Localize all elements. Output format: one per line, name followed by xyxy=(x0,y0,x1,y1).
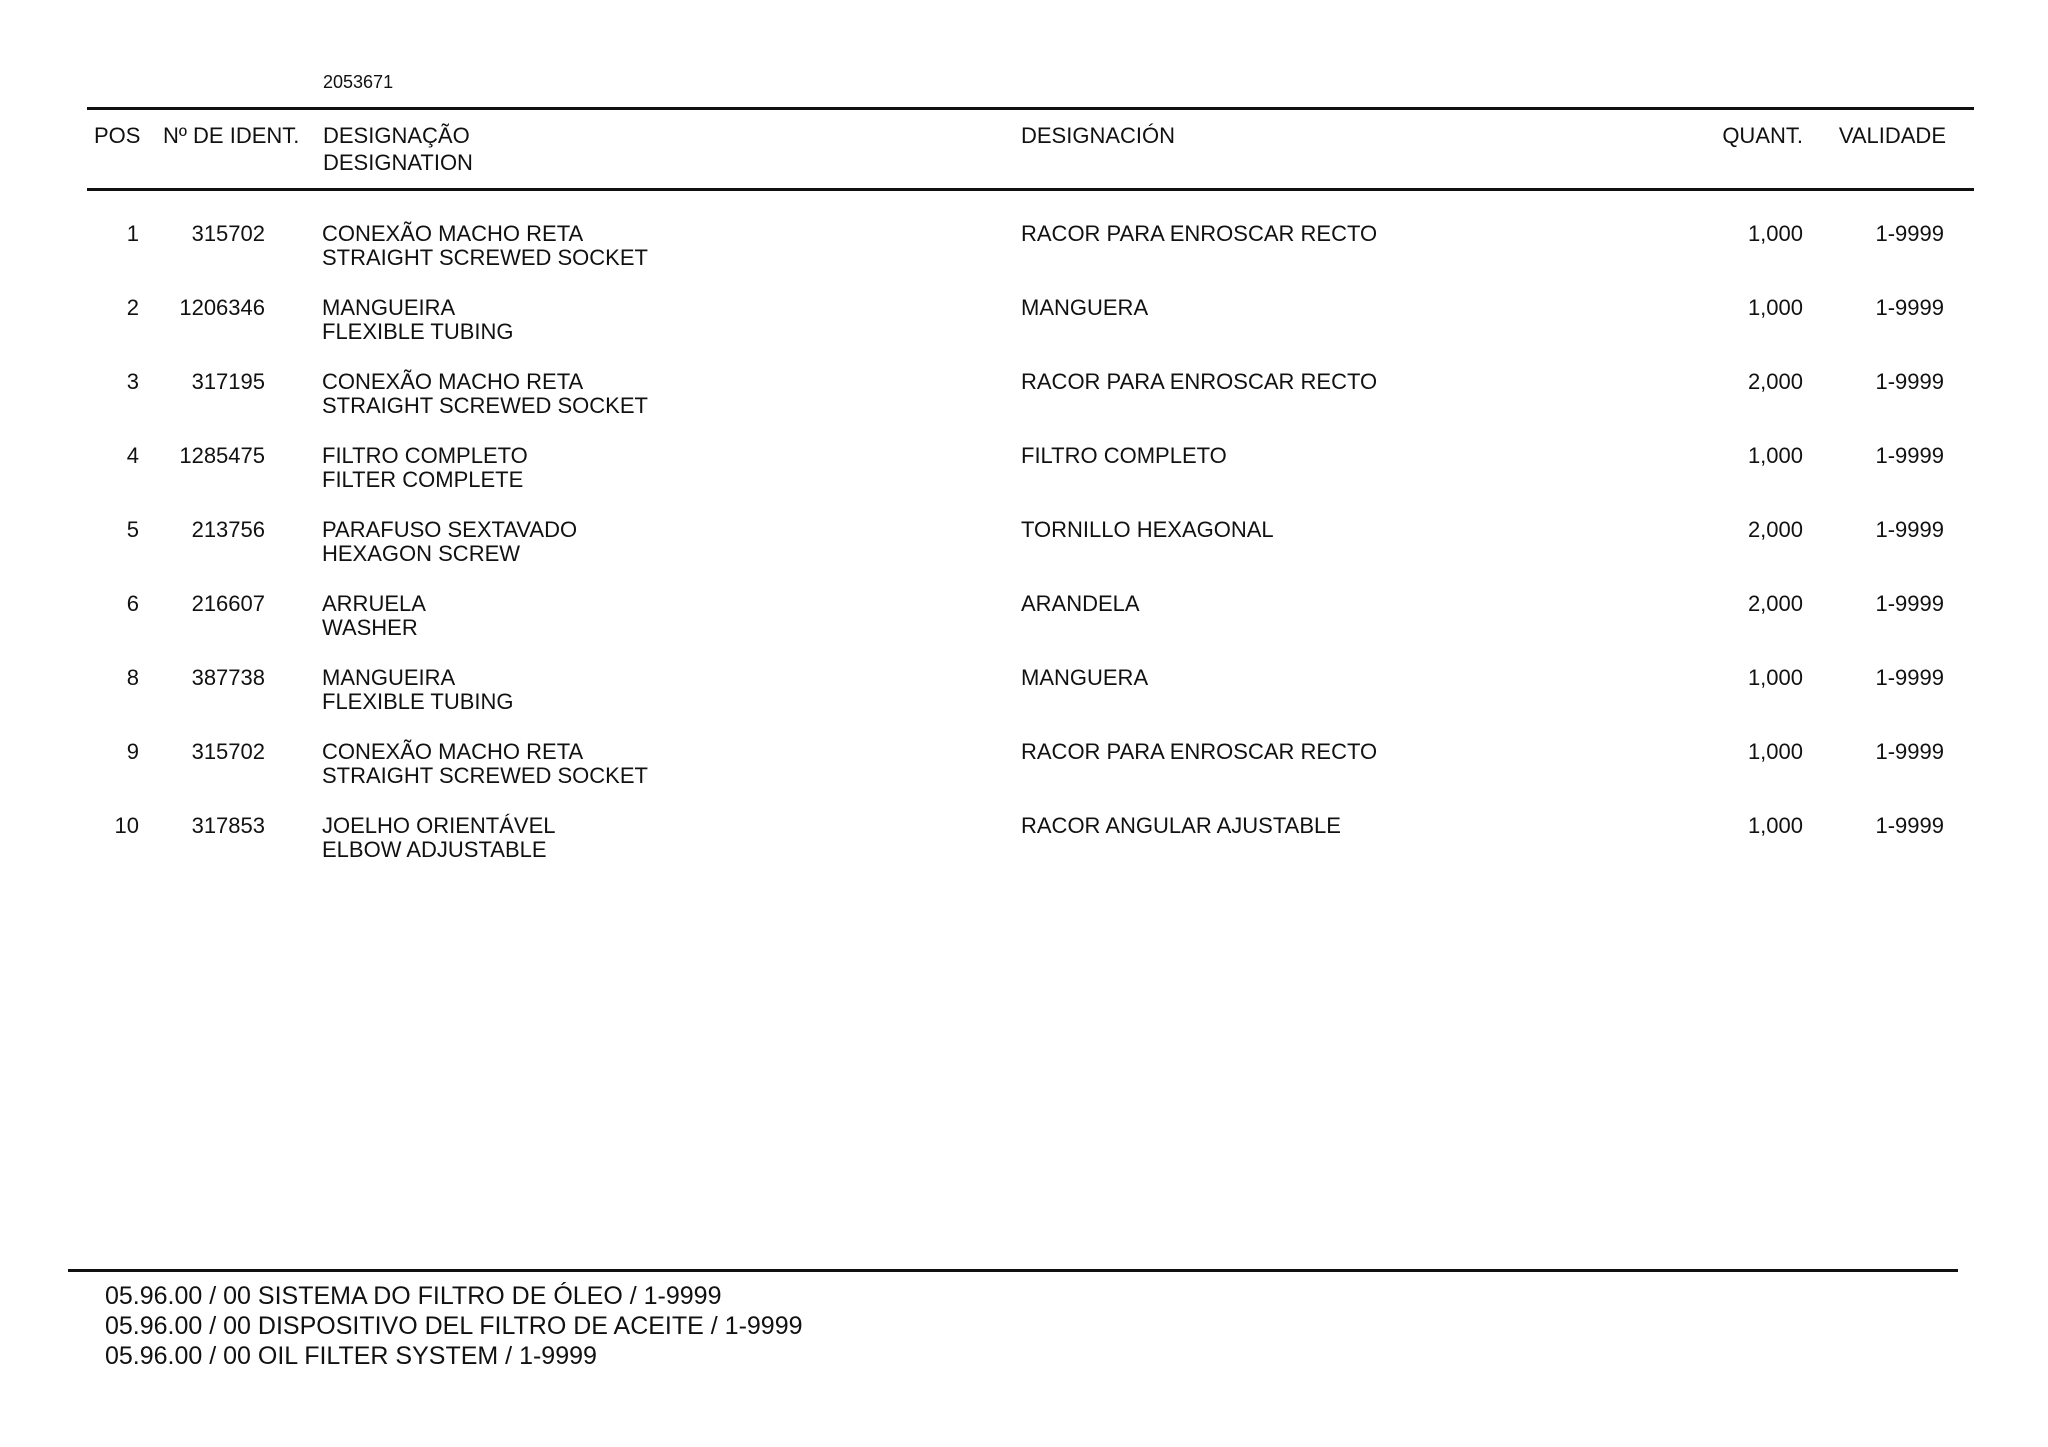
designation-en-cell: FLEXIBLE TUBING xyxy=(322,689,514,714)
pos-cell: 4 xyxy=(126,443,139,468)
column-header-quant: QUANT. xyxy=(1722,123,1803,148)
quant-cell: 1,000 xyxy=(1747,665,1803,690)
quant-cell: 1,000 xyxy=(1747,813,1803,838)
designation-pt-cell: CONEXÃO MACHO RETA xyxy=(322,739,584,764)
designation-pt-cell: ARRUELA xyxy=(322,591,426,616)
quant-cell: 2,000 xyxy=(1747,517,1803,542)
designation-en-cell: ELBOW ADJUSTABLE xyxy=(322,837,547,862)
quant-cell: 1,000 xyxy=(1747,443,1803,468)
designation-en-cell: HEXAGON SCREW xyxy=(322,541,521,566)
designation-es-cell: RACOR PARA ENROSCAR RECTO xyxy=(1021,369,1378,394)
designation-en-cell: STRAIGHT SCREWED SOCKET xyxy=(322,393,648,418)
designation-pt-cell: CONEXÃO MACHO RETA xyxy=(322,369,584,394)
column-header-validity: VALIDADE xyxy=(1838,123,1946,148)
designation-pt-cell: MANGUEIRA xyxy=(322,665,456,690)
designation-es-cell: MANGUERA xyxy=(1021,665,1149,690)
ident-cell: 317853 xyxy=(191,813,265,838)
designation-pt-cell: PARAFUSO SEXTAVADO xyxy=(322,517,578,542)
table-row xyxy=(0,222,2048,296)
designation-es-cell: RACOR PARA ENROSCAR RECTO xyxy=(1021,221,1378,246)
pos-cell: 5 xyxy=(126,517,139,542)
ident-cell: 315702 xyxy=(191,221,265,246)
designation-en-cell: FLEXIBLE TUBING xyxy=(322,319,514,344)
table-row xyxy=(0,592,2048,666)
designation-es-cell: RACOR ANGULAR AJUSTABLE xyxy=(1021,813,1341,838)
ident-cell: 315702 xyxy=(191,739,265,764)
designation-es-cell: RACOR PARA ENROSCAR RECTO xyxy=(1021,739,1378,764)
quant-cell: 1,000 xyxy=(1747,221,1803,246)
pos-cell: 1 xyxy=(126,221,139,246)
ident-cell: 216607 xyxy=(191,591,265,616)
validity-cell: 1-9999 xyxy=(1875,813,1944,838)
ident-cell: 387738 xyxy=(191,665,265,690)
designation-en-cell: STRAIGHT SCREWED SOCKET xyxy=(322,245,648,270)
document-number: 2053671 xyxy=(323,72,394,92)
designation-es-cell: TORNILLO HEXAGONAL xyxy=(1021,517,1274,542)
designation-es-cell: ARANDELA xyxy=(1021,591,1140,616)
column-header-ident: Nº DE IDENT. xyxy=(163,123,300,148)
table-row xyxy=(0,296,2048,370)
footer-line-es: 05.96.00 / 00 DISPOSITIVO DEL FILTRO DE ACEITE / 1-9999 xyxy=(105,1312,803,1340)
quant-cell: 2,000 xyxy=(1747,591,1803,616)
quant-cell: 1,000 xyxy=(1747,295,1803,320)
designation-es-cell: FILTRO COMPLETO xyxy=(1021,443,1227,468)
designation-pt-cell: FILTRO COMPLETO xyxy=(322,443,528,468)
table-row xyxy=(0,370,2048,444)
header-top-rule xyxy=(87,107,1974,110)
pos-cell: 10 xyxy=(114,813,139,838)
column-header-designation-es: DESIGNACIÓN xyxy=(1021,123,1176,148)
footer-rule xyxy=(68,1269,1958,1272)
ident-cell: 213756 xyxy=(191,517,265,542)
ident-cell: 317195 xyxy=(191,369,265,394)
quant-cell: 1,000 xyxy=(1747,739,1803,764)
validity-cell: 1-9999 xyxy=(1875,665,1944,690)
table-row xyxy=(0,814,2048,888)
designation-en-cell: WASHER xyxy=(322,615,418,640)
validity-cell: 1-9999 xyxy=(1875,443,1944,468)
designation-pt-cell: MANGUEIRA xyxy=(322,295,456,320)
designation-en-cell: FILTER COMPLETE xyxy=(322,467,524,492)
header-bottom-rule xyxy=(87,188,1974,191)
footer-line-pt: 05.96.00 / 00 SISTEMA DO FILTRO DE ÓLEO / 1-9999 xyxy=(105,1282,722,1310)
column-header-designation-en: DESIGNATION xyxy=(323,150,473,175)
ident-cell: 1285475 xyxy=(179,443,265,468)
validity-cell: 1-9999 xyxy=(1875,295,1944,320)
table-row xyxy=(0,666,2048,740)
pos-cell: 2 xyxy=(126,295,139,320)
pos-cell: 3 xyxy=(126,369,139,394)
footer-line-en: 05.96.00 / 00 OIL FILTER SYSTEM / 1-9999 xyxy=(105,1342,597,1370)
table-row xyxy=(0,444,2048,518)
table-row xyxy=(0,740,2048,814)
designation-en-cell: STRAIGHT SCREWED SOCKET xyxy=(322,763,648,788)
ident-cell: 1206346 xyxy=(179,295,265,320)
designation-pt-cell: CONEXÃO MACHO RETA xyxy=(322,221,584,246)
validity-cell: 1-9999 xyxy=(1875,369,1944,394)
pos-cell: 9 xyxy=(126,739,139,764)
column-header-pos: POS xyxy=(94,123,141,148)
table-row xyxy=(0,518,2048,592)
validity-cell: 1-9999 xyxy=(1875,517,1944,542)
parts-table xyxy=(0,222,2048,888)
validity-cell: 1-9999 xyxy=(1875,739,1944,764)
pos-cell: 6 xyxy=(126,591,139,616)
pos-cell: 8 xyxy=(126,665,139,690)
footer-references xyxy=(105,1281,803,1371)
column-header-designation-pt: DESIGNAÇÃO xyxy=(323,123,470,148)
designation-es-cell: MANGUERA xyxy=(1021,295,1149,320)
validity-cell: 1-9999 xyxy=(1875,221,1944,246)
designation-pt-cell: JOELHO ORIENTÁVEL xyxy=(322,813,556,838)
validity-cell: 1-9999 xyxy=(1875,591,1944,616)
quant-cell: 2,000 xyxy=(1747,369,1803,394)
